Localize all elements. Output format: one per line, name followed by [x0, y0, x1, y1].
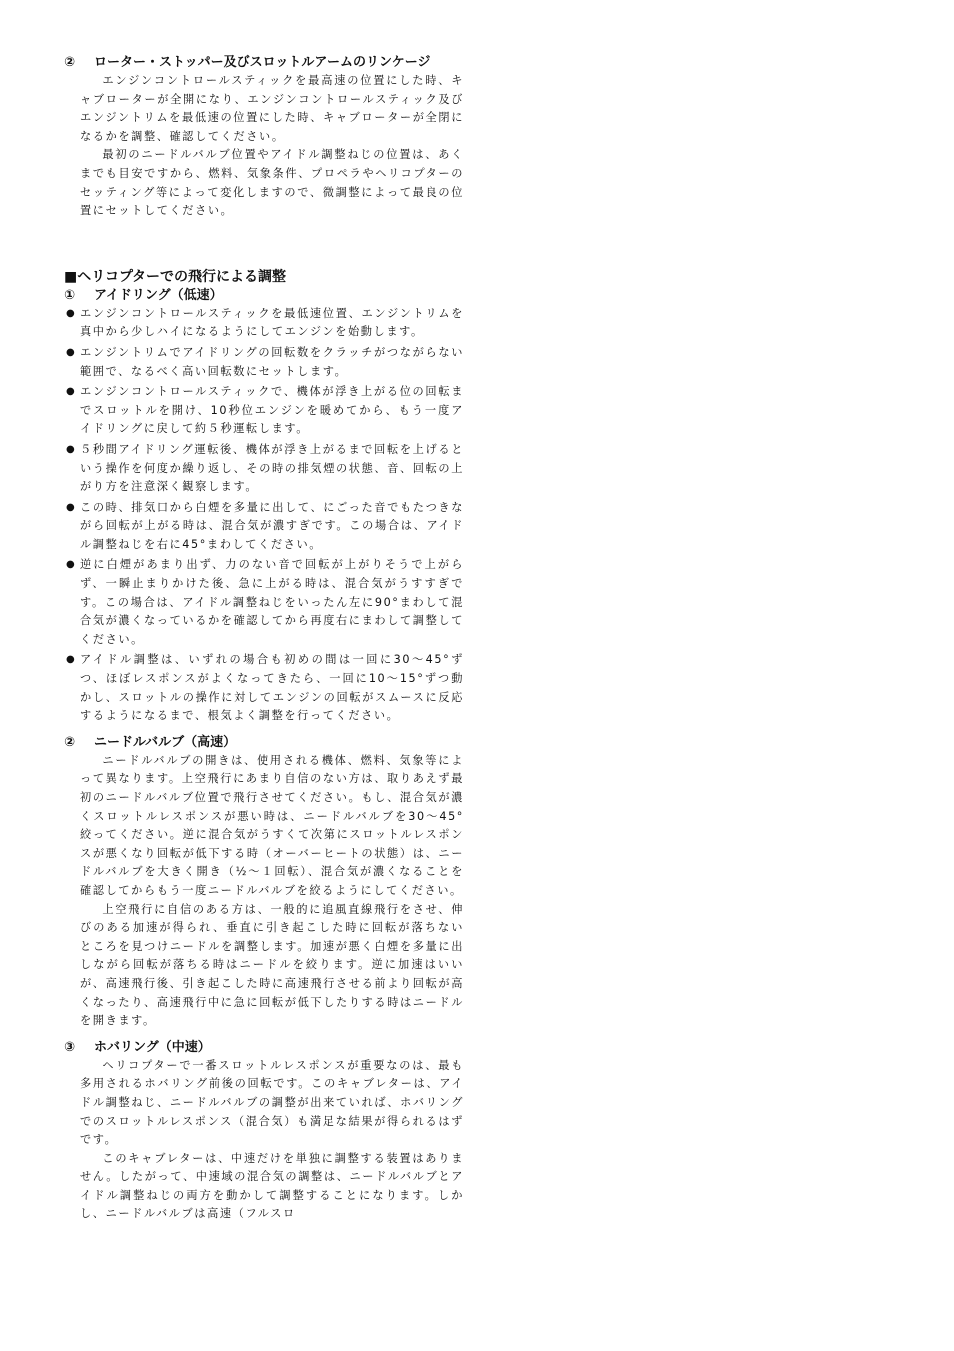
paragraph: ヘリコプターで一番スロットルレスポンスが重要なのは、最も多用されるホバリング前後の回転です。このキャブレターは、アイドル調整ねじ、ニードルバルブの調整が出来ていれば、ホバリングでのスロットルレスポンス（混合気）も満足な結果が得られるはずです。	[80, 1058, 464, 1147]
heading-text: ローター・ストッパー及びスロットルアームのリンケージ	[94, 55, 431, 70]
list-item	[64, 556, 464, 649]
section-idling	[64, 287, 464, 726]
text-column	[64, 54, 464, 1224]
bullet-icon: ●	[66, 307, 77, 319]
list-item	[64, 499, 464, 555]
bullet-icon: ●	[66, 559, 77, 571]
bullet-list	[64, 305, 464, 726]
bullet-icon: ●	[66, 386, 77, 398]
item-number: ②	[64, 55, 76, 70]
list-item	[64, 441, 464, 497]
paragraph: このキャブレターは、中速だけを単独に調整する装置はありません。したがって、中速域の混合気の調整は、ニードルバルブとアイドル調整ねじの両方を動かして調整することになります。しかし、ニードルバルブは高速（フルスロ	[80, 1151, 464, 1221]
list-item-text: エンジンコントロールスティックを最低速位置、エンジントリムを真中から少しハイになるようにしてエンジンを始動します。	[80, 306, 464, 339]
bullet-icon: ●	[66, 501, 77, 513]
list-item-text: エンジンコントロールスティックで、機体が浮き上がる位の回転までスロットルを開け、10秒位エンジンを暖めてから、もう一度アイドリングに戻して約５秒運転します。	[80, 385, 464, 436]
heading-text: ニードルバルブ（高速）	[94, 734, 237, 750]
list-item-text: エンジントリムでアイドリングの回転数をクラッチがつながらない範囲で、なるべく高い回転数にセットします。	[80, 345, 464, 378]
list-item	[64, 305, 464, 342]
section-heading-hovering	[64, 1039, 464, 1057]
section-hovering	[64, 1039, 464, 1224]
bullet-icon: ●	[66, 346, 77, 358]
list-item-text: 逆に白煙があまり出ず、力のない音で回転が上がりそうで上がらず、一瞬止まりかけた後、急に上がる時は、混合気がうすすぎです。この場合は、アイドル調整ねじをいったん左に90°まわして混合気が濃くなっているかを確認してから再度右にまわして調整してください。	[80, 558, 464, 646]
list-item	[64, 344, 464, 381]
list-item-text: ５秒間アイドリング運転後、機体が浮き上がるまで回転を上げるという操作を何度か繰り返し、その時の排気煙の状態、音、回転の上がり方を注意深く観察します。	[80, 442, 464, 494]
item-number: ②	[64, 734, 76, 750]
section-heading-linkage	[64, 54, 464, 72]
section-linkage	[64, 54, 464, 221]
section-heading-idling	[64, 287, 464, 305]
paragraph: エンジンコントロールスティックを最高速の位置にした時、キャブローターが全開になり、エンジンコントロールスティック及びエンジントリムを最低速の位置にした時、キャブローターが全閉になるかを調整、確認してください。	[80, 74, 464, 143]
paragraph: 最初のニードルバルブ位置やアイドル調整ねじの位置は、あくまでも目安ですから、燃料、気象条件、プロペラやヘリコプターのセッティング等によって変化しますので、微調整によって最良の位置にセットしてください。	[80, 148, 464, 218]
section-heading-needle-valve	[64, 734, 464, 752]
section-heading-flight-adjustment: ■ヘリコプターでの飛行による調整	[64, 268, 286, 285]
paragraph: 上空飛行に自信のある方は、一般的に追風直線飛行をさせ、伸びのある加速が得られ、垂直に引き起こした時に回転が落ちないところを見つけニードルを調整します。加速が悪く白煙を多量に出しながら回転が落ちる時はニードルを絞ります。逆に加速はいいが、高速飛行後、引き起こした時に高速飛行させる前より回転が高くなったり、高速飛行中に急に回転が低下したりする時はニードルを開きます。	[80, 902, 464, 1028]
bullet-icon: ●	[66, 654, 77, 666]
list-item-text: アイドル調整は、いずれの場合も初めの間は一回に30〜45°ずつ、ほぼレスポンスがよくなってきたら、一回に10〜15°ずつ動かし、スロットルの操作に対してエンジンの回転がスムースに反応するようになるまで、根気よく調整を行ってください。	[80, 653, 464, 723]
item-number: ③	[64, 1039, 76, 1055]
heading-text: アイドリング（低速）	[94, 287, 223, 303]
section-needle-valve	[64, 734, 464, 1031]
item-number: ①	[64, 287, 76, 303]
list-item	[64, 651, 464, 725]
heading-text: ホバリング（中速）	[94, 1039, 211, 1055]
list-item-text: この時、排気口から白煙を多量に出して、にごった音でもたつきながら回転が上がる時は、混合気が濃すぎです。この場合は、アイドル調整ねじを右に45°まわしてください。	[80, 500, 464, 551]
list-item	[64, 383, 464, 439]
bullet-icon: ●	[66, 443, 77, 455]
paragraph: ニードルバルブの開きは、使用される機体、燃料、気象等によって異なります。上空飛行にあまり自信のない方は、取りあえず最初のニードルバルブ位置で飛行させてください。もし、混合気が濃くスロットルレスポンスが悪い時は、ニードルバルブを30〜45°絞ってください。逆に混合気がうすくて次第にスロットルレスポンスが悪くなり回転が低下する時（オーバーヒートの状態）は、ニードルバルブを大きく開き（½〜１回転）、混合気が濃くなることを確認してからもう一度ニードルバルブを絞るようにしてください。	[80, 753, 464, 897]
